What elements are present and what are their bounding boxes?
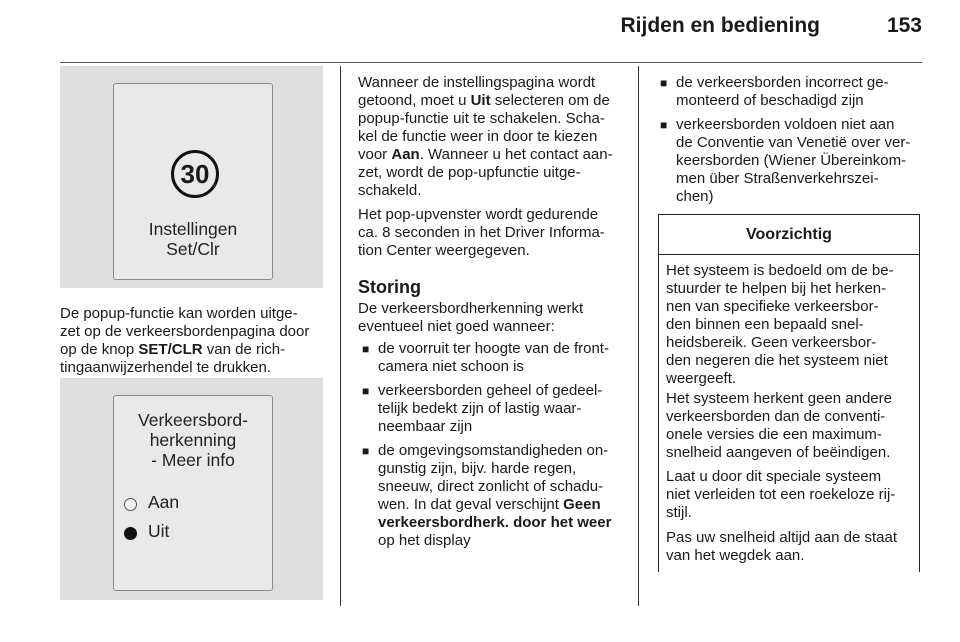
text-line: verkeersborden voldoen niet aan bbox=[676, 116, 895, 133]
text-line: ca. 8 seconden in het Driver Informa- bbox=[358, 224, 605, 241]
text-line: chen) bbox=[676, 188, 714, 205]
text-line: schakeld. bbox=[358, 182, 422, 199]
text-line: de omgevingsomstandigheden on- bbox=[378, 442, 609, 459]
speed-sign-value: 30 bbox=[180, 158, 210, 189]
text-line: Pas uw snelheid altijd aan de staat bbox=[666, 529, 897, 546]
text-line: weergeeft. bbox=[666, 370, 737, 387]
text-line: De verkeersbordherkenning werkt bbox=[358, 300, 584, 317]
col2-paragraph-2 bbox=[358, 206, 605, 260]
display-frame bbox=[113, 395, 273, 591]
bullet-icon: ■ bbox=[362, 444, 370, 458]
info-title-line: - Meer info bbox=[151, 450, 235, 470]
speed-sign-icon bbox=[171, 150, 219, 198]
text-line: De popup-functie kan worden uitge- bbox=[60, 305, 298, 322]
text-line: . Wanneer u het contact aan- bbox=[419, 146, 613, 163]
bullet-icon: ■ bbox=[660, 118, 668, 132]
radio-off-selected bbox=[124, 527, 137, 540]
text-line: Het systeem herkent geen andere bbox=[666, 390, 892, 407]
text-line: keersborden (Wiener Übereinkom- bbox=[676, 152, 907, 169]
list-item bbox=[660, 116, 910, 206]
text-line: heidsbereik. Geen verkeersbor- bbox=[666, 334, 877, 351]
list-item bbox=[660, 74, 889, 110]
text-line: op het display bbox=[378, 532, 471, 549]
caution-paragraph bbox=[666, 390, 892, 462]
section-heading: Storing bbox=[358, 277, 421, 297]
text-line: wen. In dat geval verschijnt bbox=[378, 496, 564, 513]
text-line: zet, wordt de pop-upfunctie uitge- bbox=[358, 164, 581, 181]
display-message: Geen bbox=[563, 496, 601, 513]
caution-paragraph bbox=[666, 529, 897, 565]
figure-info-screen bbox=[60, 378, 323, 600]
text-line: voor bbox=[358, 146, 392, 163]
text-line: stuurder te helpen bij het herken- bbox=[666, 280, 887, 297]
text-line: getoond, moet u bbox=[358, 92, 471, 109]
text-line: telijk bedekt zijn of lastig waar- bbox=[378, 400, 582, 417]
col2-paragraph-1 bbox=[358, 74, 613, 200]
text-line: Het systeem is bedoeld om de be- bbox=[666, 262, 894, 279]
display-message: verkeersbordherk. door het weer bbox=[378, 514, 612, 531]
text-line: popup-functie uit te schakelen. Scha- bbox=[358, 110, 605, 127]
radio-on bbox=[124, 498, 137, 511]
caution-title: Voorzichtig bbox=[659, 215, 919, 255]
page-number: 153 bbox=[886, 14, 922, 37]
list-item bbox=[362, 340, 609, 376]
text-line: de Conventie van Venetië over ver- bbox=[676, 134, 911, 151]
text-line: eventueel niet goed wanneer: bbox=[358, 318, 555, 335]
caution-paragraph bbox=[666, 468, 895, 522]
caution-paragraph bbox=[666, 262, 894, 388]
bullet-icon: ■ bbox=[660, 76, 668, 90]
text-line: op de knop bbox=[60, 341, 139, 358]
text-line: tingaanwijzerhendel te drukken. bbox=[60, 359, 271, 376]
list-item bbox=[362, 382, 602, 436]
text-line: neembaar zijn bbox=[378, 418, 473, 435]
text-line: sneeuw, direct zonlicht of schadu- bbox=[378, 478, 604, 495]
text-line: gunstig zijn, bijv. harde regen, bbox=[378, 460, 577, 477]
col2-intro bbox=[358, 300, 583, 336]
text-line: snelheid aangeven of beëindigen. bbox=[666, 444, 891, 461]
settings-label: Instellingen bbox=[148, 219, 238, 239]
text-line: den negeren die het systeem niet bbox=[666, 352, 888, 369]
text-line: monteerd of beschadigd zijn bbox=[676, 92, 864, 109]
aan-label: Aan bbox=[391, 146, 420, 163]
text-line: Laat u door dit speciale systeem bbox=[666, 468, 882, 485]
text-line: niet verleiden tot een roekeloze rij- bbox=[666, 486, 896, 503]
set-clr-button-label: SET/CLR bbox=[138, 341, 203, 358]
text-line: de voorruit ter hoogte van de front- bbox=[378, 340, 609, 357]
text-line: selecteren om de bbox=[490, 92, 610, 109]
info-title-line: Verkeersbord- bbox=[138, 410, 248, 430]
radio-on-label: Aan bbox=[148, 492, 180, 512]
text-line: Wanneer de instellingspagina wordt bbox=[358, 74, 596, 91]
text-line: nen van specifieke verkeersbor- bbox=[666, 298, 879, 315]
text-line: de verkeersborden incorrect ge- bbox=[676, 74, 889, 91]
list-item bbox=[362, 442, 611, 550]
text-line: Het pop-upvenster wordt gedurende bbox=[358, 206, 599, 223]
col1-paragraph bbox=[60, 305, 309, 377]
figure-settings-screen bbox=[60, 66, 323, 288]
text-line: den binnen een bepaald snel- bbox=[666, 316, 864, 333]
column-divider-left bbox=[340, 66, 341, 606]
text-line: camera niet schoon is bbox=[378, 358, 524, 375]
bullet-icon: ■ bbox=[362, 342, 370, 356]
text-line: onele versies die een maximum- bbox=[666, 426, 882, 443]
text-line: van de rich- bbox=[202, 341, 286, 358]
header-title: Rijden en bediening bbox=[620, 14, 820, 37]
bullet-icon: ■ bbox=[362, 384, 370, 398]
radio-off-label: Uit bbox=[148, 521, 170, 541]
text-line: men über Straßenverkehrszei- bbox=[676, 170, 879, 187]
header-rule bbox=[60, 62, 922, 63]
uit-label: Uit bbox=[470, 92, 491, 109]
text-line: kel de functie weer in door te kiezen bbox=[358, 128, 598, 145]
set-clr-label: Set/Clr bbox=[166, 239, 220, 259]
display-frame bbox=[113, 83, 273, 280]
column-divider-right bbox=[638, 66, 639, 606]
text-line: stijl. bbox=[666, 504, 692, 521]
info-title-line: herkenning bbox=[149, 430, 237, 450]
text-line: van het wegdek aan. bbox=[666, 547, 805, 564]
text-line: verkeersborden geheel of gedeel- bbox=[378, 382, 603, 399]
text-line: verkeersborden dan de conventi- bbox=[666, 408, 886, 425]
text-line: tion Center weergegeven. bbox=[358, 242, 530, 259]
text-line: zet op de verkeersbordenpagina door bbox=[60, 323, 310, 340]
